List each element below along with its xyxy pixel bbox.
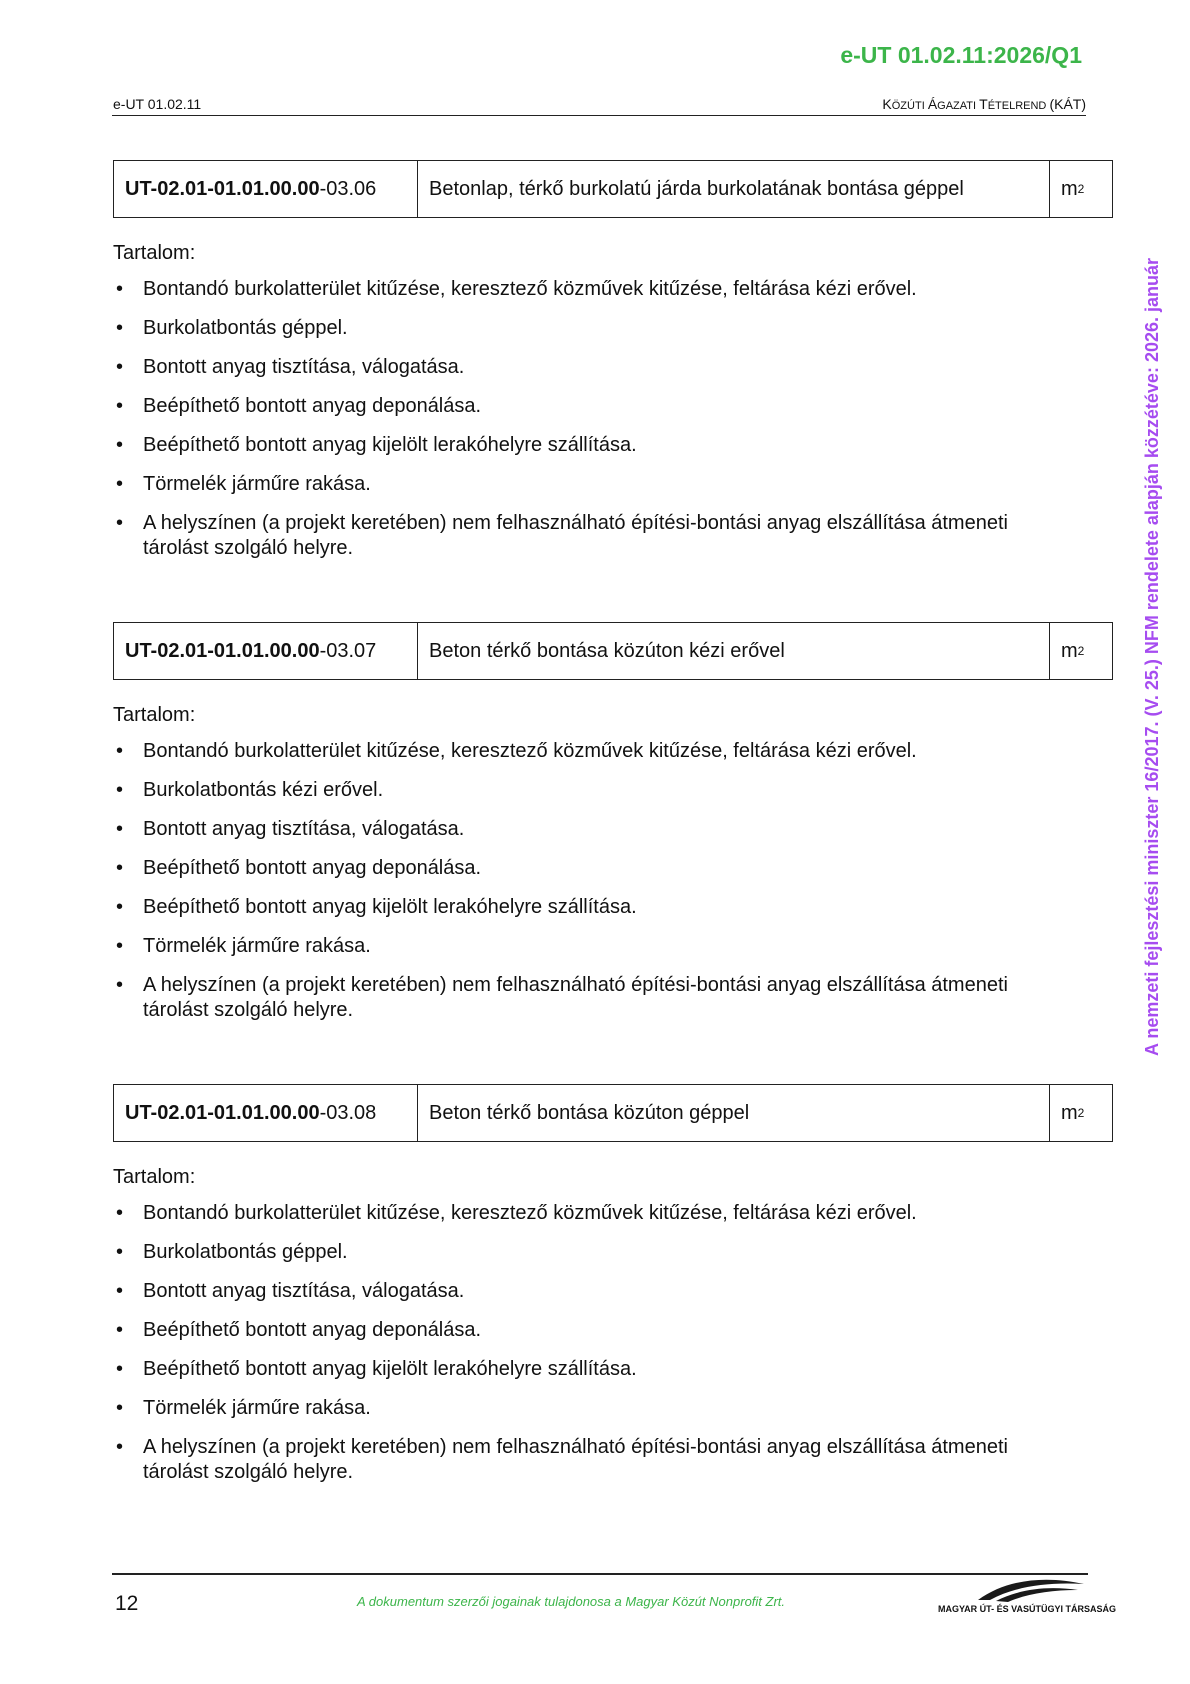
list-item: • A helyszínen (a projekt keretében) nem felhasználható építési-bontási anyag elszállítása átmeneti tárolást szolgáló helyre.	[113, 1435, 1063, 1485]
item-code-suffix: -03.06	[319, 177, 377, 200]
content-label: Tartalom:	[113, 704, 196, 726]
side-publication-note: A nemzeti fejlesztési miniszter 16/2017. (V. 25.) NFM rendelete alapján közzétéve: 2026. január	[1142, 257, 1162, 1056]
list-item: • Törmelék járműre rakása.	[113, 472, 1063, 497]
list-item: • Beépíthető bontott anyag kijelölt lerakóhelyre szállítása.	[113, 895, 1063, 920]
logo-text: MAGYAR ÚT- ÉS VASÚTÜGYI TÁRSASÁG	[938, 1604, 1117, 1614]
header-rule	[112, 115, 1086, 116]
header-right-part: K	[882, 96, 892, 112]
item-unit: m 2	[1061, 639, 1085, 662]
item-description: Beton térkő bontása közúton géppel	[418, 1085, 1050, 1141]
list-item: • Beépíthető bontott anyag deponálása.	[113, 856, 1063, 881]
item-table	[113, 622, 1113, 680]
item-table	[113, 1084, 1113, 1142]
list-item: • Törmelék járműre rakása.	[113, 1396, 1063, 1421]
list-item: • Bontandó burkolatterület kitűzése, keresztező közművek kitűzése, feltárása kézi erővel.	[113, 277, 1063, 302]
list-item: • Bontandó burkolatterület kitűzése, keresztező közművek kitűzése, feltárása kézi erővel.	[113, 739, 1063, 764]
item-description: Betonlap, térkő burkolatú járda burkolatának bontása géppel	[418, 161, 1050, 217]
item-code-bold: UT-02.01-01.01.00.00	[125, 1101, 320, 1124]
logo-swoosh-icon	[938, 1574, 1088, 1604]
item-table	[113, 160, 1113, 218]
item-code	[114, 161, 418, 217]
item-code-bold: UT-02.01-01.01.00.00	[125, 177, 320, 200]
item-code	[114, 623, 418, 679]
header-right-part: GAZATI	[937, 100, 980, 112]
content-list	[113, 739, 1113, 1023]
list-item: • Bontott anyag tisztítása, válogatása.	[113, 817, 1063, 842]
item-unit: m 2	[1061, 177, 1085, 200]
item-code-suffix: -03.07	[319, 639, 377, 662]
content-list	[113, 1201, 1113, 1485]
list-item: • Bontott anyag tisztítása, válogatása.	[113, 1279, 1063, 1304]
item-unit: m 2	[1061, 1101, 1085, 1124]
list-item: • Burkolatbontás géppel.	[113, 316, 1063, 341]
item-block	[113, 622, 1113, 1037]
header-right-part: ÖZÚTI	[891, 100, 928, 112]
unit-base: m	[1061, 177, 1078, 200]
list-item: • Bontott anyag tisztítása, válogatása.	[113, 355, 1063, 380]
content-list	[113, 277, 1113, 561]
list-item: • Burkolatbontás géppel.	[113, 1240, 1063, 1265]
list-item: • Beépíthető bontott anyag kijelölt lerakóhelyre szállítása.	[113, 433, 1063, 458]
content-label: Tartalom:	[113, 242, 196, 264]
company-logo	[938, 1574, 1117, 1614]
list-item: • Bontandó burkolatterület kitűzése, keresztező közművek kitűzése, feltárása kézi erővel.	[113, 1201, 1063, 1226]
list-item: • Beépíthető bontott anyag deponálása.	[113, 1318, 1063, 1343]
unit-base: m	[1061, 1101, 1078, 1124]
content-label: Tartalom:	[113, 1166, 196, 1188]
unit-base: m	[1061, 639, 1078, 662]
header-left: e-UT 01.02.11	[113, 96, 202, 112]
header-right-part: ÉTELREND	[987, 100, 1050, 112]
header-right-part: T	[979, 96, 988, 112]
page-number: 12	[115, 1592, 139, 1615]
header-right-part: (KÁT)	[1049, 96, 1086, 112]
list-item: • Beépíthető bontott anyag deponálása.	[113, 394, 1063, 419]
list-item: • A helyszínen (a projekt keretében) nem felhasználható építési-bontási anyag elszállítása átmeneti tárolást szolgáló helyre.	[113, 511, 1063, 561]
item-description: Beton térkő bontása közúton kézi erővel	[418, 623, 1050, 679]
header-right-part: Á	[927, 96, 938, 112]
item-code	[114, 1085, 418, 1141]
item-block	[113, 1084, 1113, 1499]
list-item: • Beépíthető bontott anyag kijelölt lerakóhelyre szállítása.	[113, 1357, 1063, 1382]
item-code-bold: UT-02.01-01.01.00.00	[125, 639, 320, 662]
list-item: • Törmelék járműre rakása.	[113, 934, 1063, 959]
list-item: • A helyszínen (a projekt keretében) nem felhasználható építési-bontási anyag elszállítása átmeneti tárolást szolgáló helyre.	[113, 973, 1063, 1023]
copyright-notice: A dokumentum szerzői jogainak tulajdonosa a Magyar Közút Nonprofit Zrt.	[357, 1594, 786, 1609]
list-item: • Burkolatbontás kézi erővel.	[113, 778, 1063, 803]
item-block	[113, 160, 1113, 575]
item-code-suffix: -03.08	[319, 1101, 377, 1124]
document-code: e-UT 01.02.11:2026/Q1	[840, 42, 1082, 68]
header-right	[882, 96, 1086, 112]
